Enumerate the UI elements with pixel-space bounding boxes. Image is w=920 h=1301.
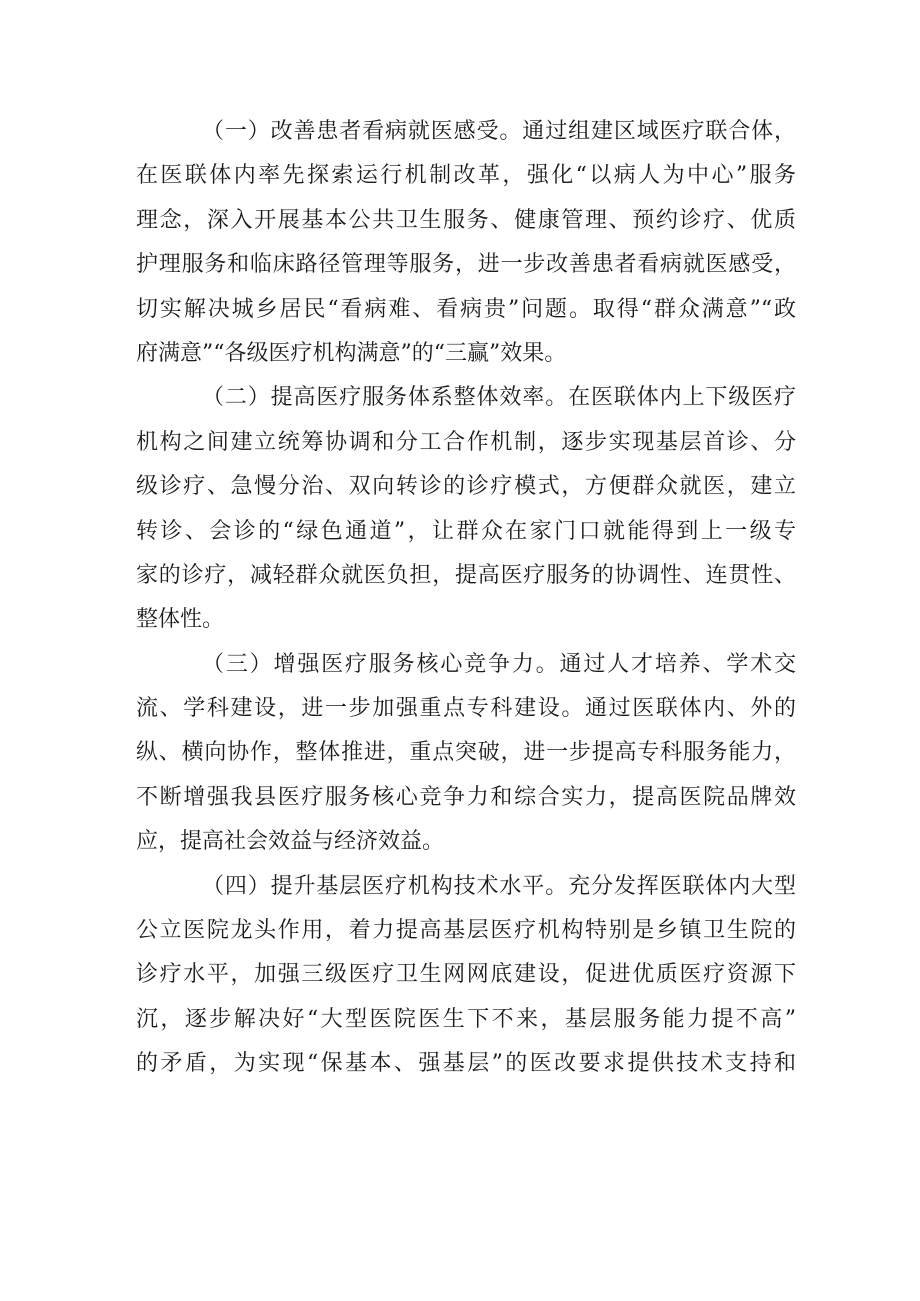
text-line: （四）提升基层医疗机构技术水平。充分发挥医联体内大型 [202, 873, 796, 899]
text-line: 诊疗水平，加强三级医疗卫生网网底建设，促进优质医疗资源下 [136, 962, 796, 988]
text-line: 级诊疗、急慢分治、双向转诊的诊疗模式，方便群众就医，建立 [136, 474, 796, 500]
paragraph-1 [136, 110, 796, 376]
text-line: 转诊、会诊的“绿色通道”，让群众在家门口就能得到上一级专 [136, 518, 796, 544]
document-body [136, 110, 796, 1087]
text-line: 流、学科建设，进一步加强重点专科建设。通过医联体内、外的 [136, 696, 796, 722]
paragraph-2 [136, 376, 796, 642]
text-line: 机构之间建立统筹协调和分工合作机制，逐步实现基层首诊、分 [136, 429, 796, 455]
text-line: 护理服务和临床路径管理等服务，进一步改善患者看病就医感受， [136, 252, 796, 278]
text-line: 整体性。 [136, 607, 225, 633]
text-line: 切实解决城乡居民“看病难、看病贵”问题。取得“群众满意”“政 [136, 296, 796, 322]
text-line: 理念，深入开展基本公共卫生服务、健康管理、预约诊疗、优质 [136, 207, 796, 233]
paragraph-4 [136, 865, 796, 1087]
text-line: （三）增强医疗服务核心竞争力。通过人才培养、学术交 [202, 651, 796, 677]
text-line: 沉，逐步解决好“大型医院医生下不来，基层服务能力提不高” [136, 1006, 796, 1032]
text-line: （二）提高医疗服务体系整体效率。在医联体内上下级医疗 [202, 385, 796, 411]
paragraph-3 [136, 643, 796, 865]
text-line: 府满意”“各级医疗机构满意”的“三赢”效果。 [136, 340, 567, 366]
text-line: 家的诊疗，减轻群众就医负担，提高医疗服务的协调性、连贯性、 [136, 562, 796, 588]
text-line: 公立医院龙头作用，着力提高基层医疗机构特别是乡镇卫生院的 [136, 918, 796, 944]
text-line: 在医联体内率先探索运行机制改革，强化“以病人为中心”服务 [136, 163, 796, 189]
text-line: 应，提高社会效益与经济效益。 [136, 829, 445, 855]
text-line: 的矛盾，为实现“保基本、强基层”的医改要求提供技术支持和 [136, 1051, 796, 1077]
text-line: 不断增强我县医疗服务核心竞争力和综合实力，提高医院品牌效 [136, 784, 796, 810]
text-line: 纵、横向协作，整体推进，重点突破，进一步提高专科服务能力， [136, 740, 796, 766]
text-line: （一）改善患者看病就医感受。通过组建区域医疗联合体， [202, 119, 796, 144]
